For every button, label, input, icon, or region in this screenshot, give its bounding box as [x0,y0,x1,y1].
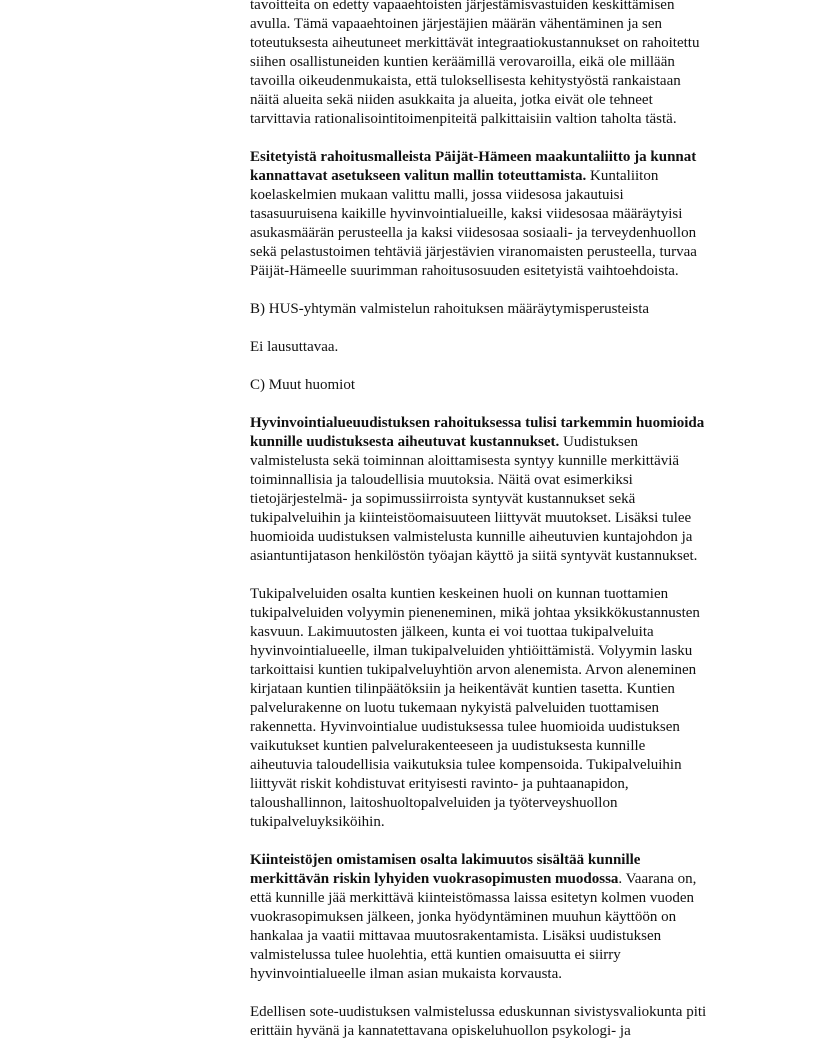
text-line: tarvittavia rationalisointitoimenpiteitä palkittaisiin valtion taholta tästä. [250,111,677,127]
text-line: tavoilla oikeudenmukaista, että tuloksellisesta kehitystyöstä rankaistaan [250,73,681,89]
text-line: toiminnallisia ja taloudellisia muutoksia. Näitä ovat esimerkiksi [250,472,633,488]
bold-text-line: Hyvinvointialueuudistuksen rahoituksessa tulisi tarkemmin huomioida [250,415,705,431]
text-line: vuokrasopimuksen jälkeen, jonka hyödyntäminen muuhun käyttöön on [250,909,677,925]
text-line: kasvuun. Lakimuutosten jälkeen, kunta ei voi tuottaa tukipalveluita [250,624,654,640]
text-fragment: . Vaarana on, [618,871,697,887]
bold-text-line: kannattavat asetukseen valitun mallin toteuttamista. [250,168,587,184]
text-line: asukasmäärän perusteella ja kaksi viidesosaa sosiaali- ja terveydenhuollon [250,225,697,241]
bold-text-line: Esitetyistä rahoitusmalleista Päijät-Hämeen maakuntaliitto ja kunnat [250,149,697,165]
text-line: sekä pelastustoimen tehtäviä järjestävien viranomaisten perusteella, turvaa [250,244,697,260]
text-line: palvelurakenne on luotu tukemaan nykyistä palveluiden tuottamisen [250,700,660,716]
text-line: koelaskelmien mukaan valittu malli, jossa viidesosa jakautuisi [250,187,624,203]
paragraph-real-estate [250,851,750,984]
text-line: hankalaa ja vaatii mittavaa muutosrakentamista. Lisäksi uudistuksen [250,928,662,944]
bold-text-line: kunnille uudistuksesta aiheutuvat kustannukset. [250,434,560,450]
text-line: erittäin hyvänä ja kannatettavana opiskeluhuollon psykologi- ja [250,1023,631,1039]
text-line: valmistelusta sekä toiminnan aloittamisesta syntyy kunnille merkittäviä [250,453,680,469]
text-line: toteutuksesta aiheutuneet merkittävät integraatiokustannukset on rahoitettu [250,35,700,51]
text-line: näitä alueita sekä niiden asukkaita ja alueita, jotka eivät ole tehneet [250,92,653,108]
paragraph-previous-reform [250,1003,750,1041]
text-line: vaikutukset kuntien palvelurakenteeseen ja uudistuksesta kunnille [250,738,646,754]
bold-text-line: merkittävän riskin lyhyiden vuokrasopimusten muodossa [250,871,619,887]
text-line: tarkoittaisi kuntien tukipalveluyhtiön arvon alenemista. Arvon aleneminen [250,662,697,678]
paragraph-regional-rationalisation [250,0,750,129]
section-heading-c [250,376,750,395]
text-line: Tukipalveluiden osalta kuntien keskeinen huoli on kunnan tuottamien [250,586,669,602]
text-line: tukipalveluyksiköihin. [250,814,385,830]
text-line: rakennetta. Hyvinvointialue uudistuksessa tulee huomioida uudistuksen [250,719,680,735]
text-fragment: Kuntaliiton [586,168,659,184]
text-fragment: Uudistuksen [559,434,639,450]
bold-text-line: Kiinteistöjen omistamisen osalta lakimuutos sisältää kunnille [250,852,641,868]
text-line: liittyvät riskit kohdistuvat erityisesti ravinto- ja puhtaanapidon, [250,776,629,792]
text-line: hyvinvointialueelle, ilman tukipalveluiden yhtiöittämistä. Volyymin lasku [250,643,693,659]
text-line: tasasuuruisena kaikille hyvinvointialueille, kaksi viidesosaa määräytyisi [250,206,683,222]
text-line: Edellisen sote-uudistuksen valmistelussa eduskunnan sivistysvaliokunta piti [250,1004,707,1020]
paragraph-funding-model [250,148,750,281]
no-comment-text: Ei lausuttavaa. [250,339,339,355]
document-page [250,0,750,1041]
text-line: avulla. Tämä vapaaehtoinen järjestäjien määrän vähentäminen ja sen [250,16,663,32]
text-line: Päijät-Hämeelle suurimman rahoitusosuuden esitetyistä vaihtoehdoista. [250,263,679,279]
text-line: siihen osallistuneiden kuntien keräämillä verovaroilla, eikä ole millään [250,54,675,70]
heading-b: B) HUS-yhtymän valmistelun rahoituksen määräytymisperusteista [250,301,650,317]
heading-c: C) Muut huomiot [250,377,356,393]
text-line: asiantuntijatason henkilöstön työajan käyttö ja siitä syntyvät kustannukset. [250,548,698,564]
text-line: valmistelussa tulee huolehtia, että kuntien omaisuutta ei siirry [250,947,621,963]
text-line: aiheutuvia taloudellisia vaikutuksia tulee kompensoida. Tukipalveluihin [250,757,682,773]
section-heading-b [250,300,750,319]
text-line: hyvinvointialueelle ilman asian mukaista korvausta. [250,966,563,982]
text-line: että kunnille jää merkittävä kiinteistömassa laissa esitetyn kolmen vuoden [250,890,695,906]
text-line: tukipalveluiden volyymin pieneneminen, mikä johtaa yksikkökustannusten [250,605,700,621]
text-line: tietojärjestelmä- ja sopimussiirroista syntyvät kustannukset sekä [250,491,636,507]
paragraph-support-services [250,585,750,832]
text-line: kirjataan kuntien tilinpäätöksiin ja heikentävät kuntien tasetta. Kuntien [250,681,675,697]
text-line: taloushallinnon, laitoshuoltopalveluiden ja työterveyshuollon [250,795,618,811]
text-line: tukipalveluihin ja kiinteistöomaisuuteen liittyvät muutokset. Lisäksi tulee [250,510,692,526]
paragraph-reform-costs [250,414,750,566]
no-comment-paragraph [250,338,750,357]
text-line: tavoitteita on edetty vapaaehtoisten järjestämisvastuiden keskittämisen [250,0,675,13]
text-line: huomioida uudistuksen valmistelusta kunnille aiheutuvien kuntajohdon ja [250,529,693,545]
